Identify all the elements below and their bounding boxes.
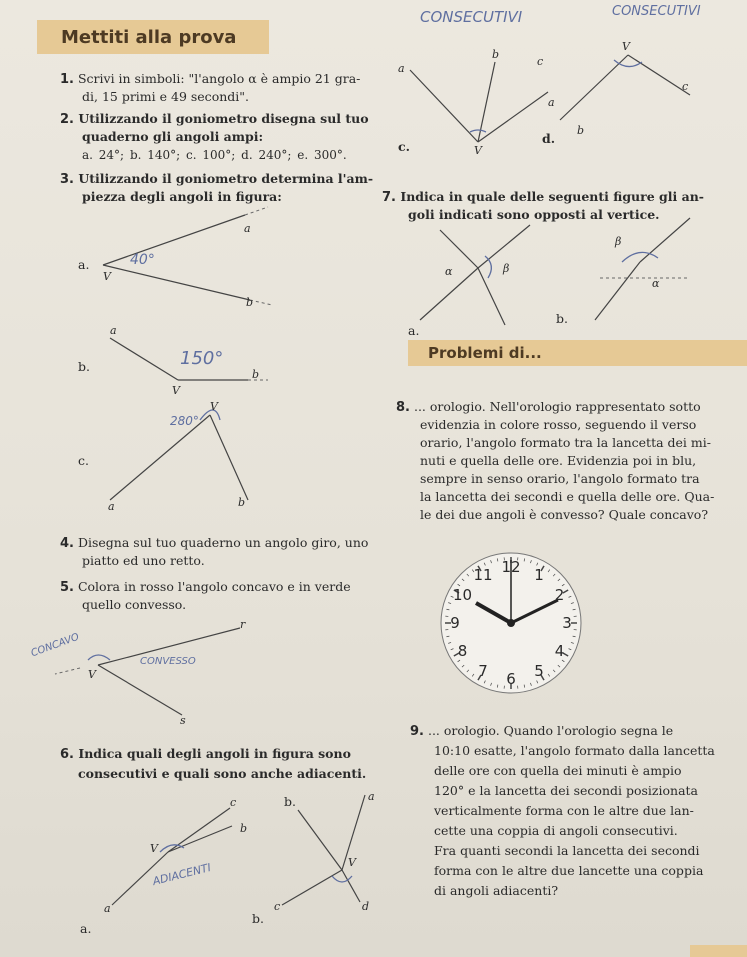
exercise-4-line2: piatto ed uno retto. bbox=[82, 553, 205, 568]
figure-ex7-b bbox=[595, 218, 690, 320]
exercise-2-item-e: e. 300°. bbox=[297, 148, 347, 162]
exercise-2-line1: Utilizzando il goniometro disegna sul tuo bbox=[78, 111, 369, 126]
figure-ex2-d bbox=[560, 55, 690, 120]
label-ex6b-c: c bbox=[274, 900, 281, 913]
exercise-3-number: 3. bbox=[60, 172, 74, 187]
handwriting-convesso: CONVESSO bbox=[140, 656, 196, 667]
exercise-9-line6: Fra quanti secondi la lancetta dei secondi bbox=[434, 843, 700, 858]
label-ex2-fig-d: d. bbox=[542, 131, 556, 146]
label-ex6-fig-b: b. bbox=[252, 911, 264, 926]
exercise-1-line1: Scrivi in simboli: "l'angolo α è ampio 21 gra- bbox=[77, 71, 361, 86]
exercise-8-line6: le dei due angoli è convesso? Quale concavo? bbox=[420, 507, 709, 522]
figure-ex5 bbox=[55, 628, 240, 715]
label-ex2-b: b bbox=[492, 48, 500, 61]
exercise-5 bbox=[60, 578, 351, 597]
exercise-2-item-d: d. 240°; bbox=[241, 148, 292, 162]
exercise-6-line1: Indica quali degli angoli in figura sono bbox=[78, 746, 351, 761]
page-corner-band bbox=[690, 945, 747, 957]
exercise-8-line2: orario, l'angolo formato tra la lancetta dei mi- bbox=[420, 435, 711, 450]
figure-ex2-c bbox=[410, 62, 548, 142]
exercise-7-line2: goli indicati sono opposti al vertice. bbox=[408, 207, 660, 222]
exercise-8-line4: sempre in senso orario, l'angolo formato tra bbox=[420, 471, 700, 486]
exercise-9-line7: forma con le altre due lancette una coppia bbox=[434, 863, 704, 878]
label-ex3c-a: a bbox=[108, 500, 115, 513]
exercise-2-item-a: a. 24°; bbox=[82, 148, 125, 162]
exercise-8-number: 8. bbox=[396, 400, 410, 415]
exercise-4 bbox=[60, 534, 368, 553]
clock-number: 12 bbox=[501, 558, 521, 576]
clock-number: 5 bbox=[534, 662, 544, 681]
label-ex6a-a: a bbox=[104, 902, 111, 915]
handwriting-adiacenti: ADIACENTI bbox=[151, 860, 213, 889]
label-ex2-b2: b bbox=[577, 124, 585, 137]
clock-number: 2 bbox=[554, 586, 565, 604]
exercise-9-line4: verticalmente forma con le altre due lan- bbox=[434, 803, 694, 818]
exercise-9-line1: 10:10 esatte, l'angolo formato dalla lancetta bbox=[434, 743, 715, 758]
exercise-4-number: 4. bbox=[60, 536, 74, 551]
exercise-9-line0: ... orologio. Quando l'orologio segna le bbox=[427, 723, 674, 738]
handwriting-280: 280° bbox=[170, 414, 199, 428]
figure-ex6-a bbox=[112, 808, 232, 905]
exercise-8 bbox=[396, 398, 711, 417]
exercise-2-line2: quaderno gli angoli ampi: bbox=[82, 129, 264, 144]
exercise-1-line2: di, 15 primi e 49 secondi". bbox=[82, 89, 249, 104]
clock-number: 10 bbox=[452, 586, 473, 604]
label-ex7-fig-b: b. bbox=[556, 311, 568, 326]
clock-number: 6 bbox=[506, 670, 516, 688]
exercise-2-item-c: c. 100°; bbox=[186, 148, 236, 162]
problems-title: Problemi di... bbox=[428, 344, 542, 362]
clock-number: 7 bbox=[478, 662, 488, 681]
label-ex3-fig-a: a. bbox=[78, 257, 90, 272]
label-ex7-fig-a: a. bbox=[408, 323, 420, 338]
handwriting-40: 40° bbox=[130, 252, 155, 268]
label-ex6b-d: d bbox=[362, 900, 370, 913]
handwriting-consecutivi-2: CONSECUTIVI bbox=[612, 4, 701, 19]
exercise-6-line2: consecutivi e quali sono anche adiacenti. bbox=[78, 766, 367, 781]
label-ex3b-vertex: V bbox=[172, 384, 180, 397]
handwriting-150: 150° bbox=[180, 348, 224, 369]
clock-number: 8 bbox=[457, 642, 468, 660]
label-ex3b-a: a bbox=[110, 324, 117, 337]
label-ex3a-a: a bbox=[244, 222, 251, 235]
exercise-3-line1: Utilizzando il goniometro determina l'am- bbox=[78, 171, 374, 186]
figure-ex7-a bbox=[420, 225, 530, 325]
exercise-9-line5: cette una coppia di angoli consecutivi. bbox=[434, 823, 678, 838]
exercise-9 bbox=[410, 722, 673, 741]
exercise-9-line8: di angoli adiacenti? bbox=[434, 883, 559, 898]
label-ex3a-b: b bbox=[246, 296, 254, 309]
section-title: Mettiti alla prova bbox=[61, 27, 237, 48]
label-ex3c-vertex: V bbox=[210, 400, 218, 413]
label-ex3-fig-c: c. bbox=[78, 453, 89, 468]
exercise-5-line1: Colora in rosso l'angolo concavo e in verde bbox=[77, 579, 351, 594]
label-ex3b-b: b bbox=[252, 368, 260, 381]
label-ex6b-vertex: V bbox=[348, 856, 356, 869]
exercise-7-line1: Indica in quale delle seguenti figure gli an- bbox=[400, 189, 704, 204]
label-ex2-fig-c: c. bbox=[398, 139, 410, 154]
exercise-9-line2: delle ore con quella dei minuti è ampio bbox=[434, 763, 682, 778]
clock-number: 11 bbox=[473, 565, 493, 584]
label-ex7a-alpha: α bbox=[445, 265, 453, 278]
label-ex3a-vertex: V bbox=[103, 270, 111, 283]
label-ex3c-b: b bbox=[238, 496, 246, 509]
label-ex6-fig-a: a. bbox=[80, 921, 92, 936]
label-ex5-r: r bbox=[240, 618, 246, 631]
exercise-2-number: 2. bbox=[60, 112, 74, 127]
exercise-6 bbox=[60, 745, 351, 764]
exercise-9-line3: 120° e la lancetta dei secondi posizionata bbox=[434, 783, 699, 798]
label-ex6a-vertex: V bbox=[150, 842, 158, 855]
exercise-8-line3: nuti e quella delle ore. Evidenzia poi in blu, bbox=[420, 453, 697, 468]
exercise-8-line0: ... orologio. Nell'orologio rappresentato sotto bbox=[413, 399, 701, 414]
clock-number: 4 bbox=[554, 642, 565, 660]
label-ex5-vertex: V bbox=[88, 668, 96, 681]
label-ex7a-beta: β bbox=[503, 262, 510, 275]
clock-number: 1 bbox=[534, 565, 544, 584]
label-ex7b-beta: β bbox=[615, 235, 622, 248]
label-ex2-vertex-2: V bbox=[622, 40, 630, 53]
exercise-5-line2: quello convesso. bbox=[82, 597, 187, 612]
problems-header bbox=[408, 340, 747, 366]
label-ex2-vertex: V bbox=[474, 144, 482, 157]
exercise-3-line2: piezza degli angoli in figura: bbox=[82, 189, 282, 204]
exercise-2-item-b: b. 140°; bbox=[129, 148, 181, 162]
label-ex3-fig-b: b. bbox=[78, 359, 90, 374]
exercise-9-number: 9. bbox=[410, 724, 424, 739]
exercise-4-line1: Disegna sul tuo quaderno un angolo giro, uno bbox=[77, 535, 369, 550]
exercise-6-number: 6. bbox=[60, 747, 74, 762]
label-ex2-c2: c bbox=[682, 80, 689, 93]
exercise-5-number: 5. bbox=[60, 580, 74, 595]
clock-face bbox=[436, 548, 586, 698]
exercise-8-line1: evidenzia in colore rosso, seguendo il verso bbox=[420, 417, 697, 432]
clock-number: 9 bbox=[450, 614, 460, 632]
exercise-8-line5: la lancetta dei secondi e quella delle ore. Qua- bbox=[420, 489, 715, 504]
handwriting-concavo: CONCAVO bbox=[29, 631, 81, 660]
label-ex2-a2: a bbox=[548, 96, 555, 109]
label-ex6a-c: c bbox=[230, 796, 237, 809]
label-ex2-a: a bbox=[398, 62, 405, 75]
exercise-7-number: 7. bbox=[382, 190, 396, 205]
label-ex7b-alpha: α bbox=[652, 277, 660, 290]
handwriting-consecutivi-1: CONSECUTIVI bbox=[420, 8, 523, 26]
label-ex2-c: c bbox=[537, 55, 544, 68]
exercise-1-number: 1. bbox=[60, 72, 74, 87]
label-ex6b-a: a bbox=[368, 790, 375, 803]
clock-number: 3 bbox=[562, 614, 572, 632]
label-ex5-s: s bbox=[180, 714, 186, 727]
figure-ex6-b bbox=[282, 795, 365, 905]
label-ex6b-b: b. bbox=[284, 794, 296, 809]
label-ex6a-b: b bbox=[240, 822, 248, 835]
